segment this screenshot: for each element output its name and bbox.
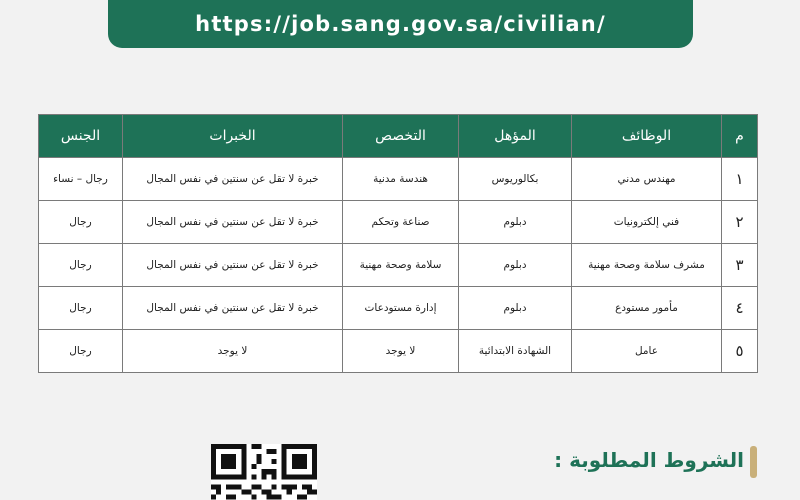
jobs-table bbox=[38, 114, 758, 373]
row-number: ٥ bbox=[722, 330, 758, 373]
specialization: إدارة مستودعات bbox=[343, 287, 459, 330]
job-title: عامل bbox=[572, 330, 722, 373]
table-row bbox=[39, 287, 758, 330]
experience: لا يوجد bbox=[123, 330, 343, 373]
table-header-row bbox=[39, 115, 758, 158]
row-number: ٣ bbox=[722, 244, 758, 287]
table-row bbox=[39, 244, 758, 287]
qr-code-icon[interactable] bbox=[211, 444, 317, 500]
specialization: سلامة وصحة مهنية bbox=[343, 244, 459, 287]
qualification: الشهادة الابتدائية bbox=[459, 330, 572, 373]
qualification: دبلوم bbox=[459, 201, 572, 244]
row-number: ٤ bbox=[722, 287, 758, 330]
gender: رجال bbox=[39, 330, 123, 373]
specialization: صناعة وتحكم bbox=[343, 201, 459, 244]
experience: خبرة لا تقل عن سنتين في نفس المجال bbox=[123, 244, 343, 287]
job-title: مأمور مستودع bbox=[572, 287, 722, 330]
specialization: هندسة مدنية bbox=[343, 158, 459, 201]
gender: رجال bbox=[39, 244, 123, 287]
conditions-title: الشروط المطلوبة : bbox=[554, 448, 744, 472]
table-row bbox=[39, 201, 758, 244]
table-row bbox=[39, 158, 758, 201]
header-specialization: التخصص bbox=[343, 115, 459, 158]
gender: رجال bbox=[39, 201, 123, 244]
experience: خبرة لا تقل عن سنتين في نفس المجال bbox=[123, 287, 343, 330]
title-accent-bar bbox=[750, 446, 757, 478]
row-number: ٢ bbox=[722, 201, 758, 244]
table-row bbox=[39, 330, 758, 373]
experience: خبرة لا تقل عن سنتين في نفس المجال bbox=[123, 158, 343, 201]
url-banner bbox=[108, 0, 693, 48]
job-title: مهندس مدني bbox=[572, 158, 722, 201]
qualification: دبلوم bbox=[459, 244, 572, 287]
row-number: ١ bbox=[722, 158, 758, 201]
experience: خبرة لا تقل عن سنتين في نفس المجال bbox=[123, 201, 343, 244]
header-qualification: المؤهل bbox=[459, 115, 572, 158]
qualification: بكالوريوس bbox=[459, 158, 572, 201]
qualification: دبلوم bbox=[459, 287, 572, 330]
specialization: لا يوجد bbox=[343, 330, 459, 373]
job-title: فني إلكترونيات bbox=[572, 201, 722, 244]
gender: رجال bbox=[39, 287, 123, 330]
url-link[interactable]: https://job.sang.gov.sa/civilian/ bbox=[195, 12, 606, 36]
job-title: مشرف سلامة وصحة مهنية bbox=[572, 244, 722, 287]
header-jobs: الوظائف bbox=[572, 115, 722, 158]
header-experience: الخبرات bbox=[123, 115, 343, 158]
header-number: م bbox=[722, 115, 758, 158]
gender: رجال – نساء bbox=[39, 158, 123, 201]
header-gender: الجنس bbox=[39, 115, 123, 158]
